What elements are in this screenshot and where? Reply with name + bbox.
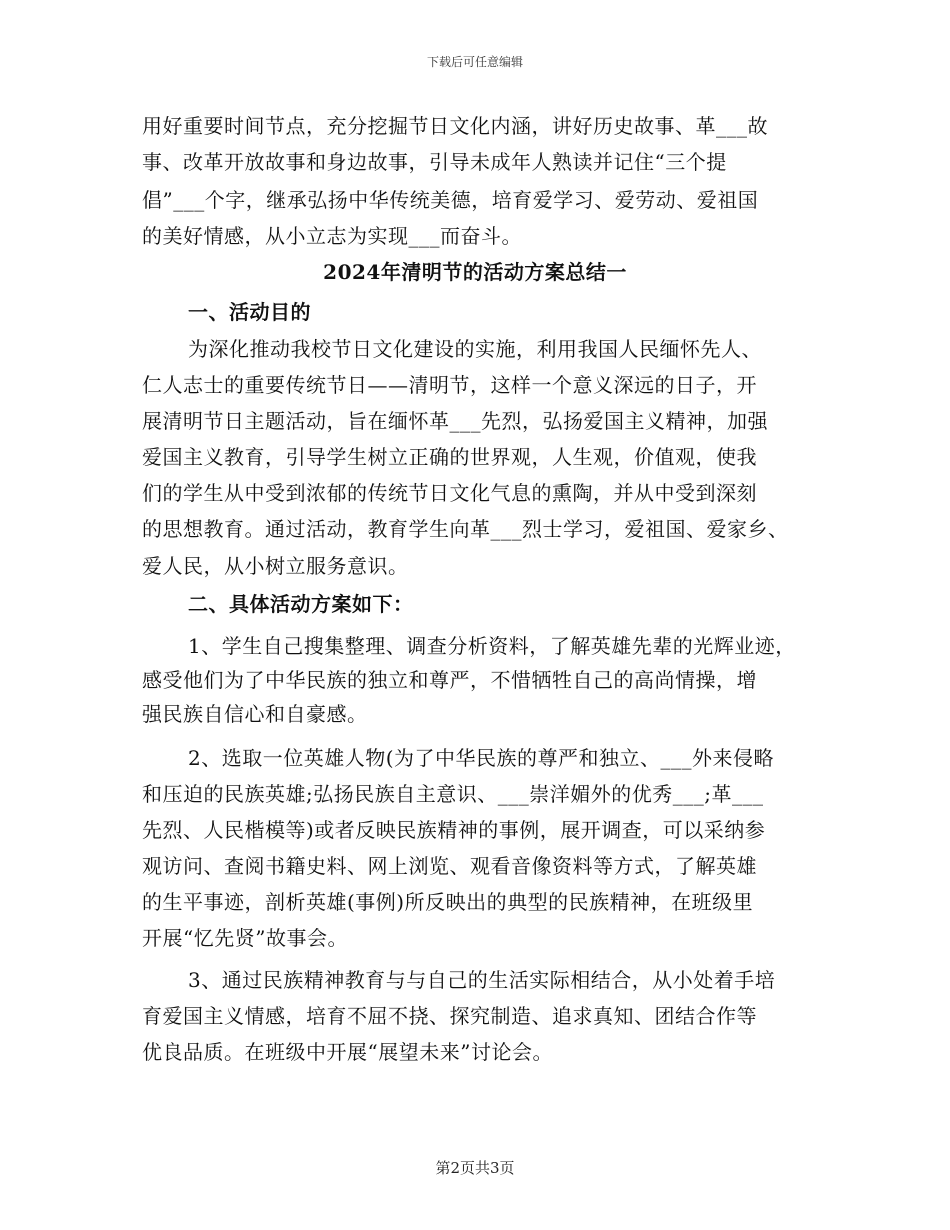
list-item-line: 优良品质。在班级中开展“展望未来”讨论会。 — [142, 1040, 553, 1064]
section-heading-purpose: 一、活动目的 — [188, 300, 311, 324]
list-item-line: 先烈、人民楷模等)或者反映民族精神的事例，展开调查，可以采纳参 — [142, 818, 766, 842]
paragraph-line: 的思想教育。通过活动，教育学生向革___烈士学习，爱祖国、爱家乡、 — [142, 517, 789, 541]
list-item-line: 2、选取一位英雄人物(为了中华民族的尊严和独立、___外来侵略 — [188, 746, 775, 770]
list-item-line: 3、通过民族精神教育与与自己的生活实际相结合，从小处着手培 — [188, 968, 776, 992]
list-item-line: 的生平事迹，剖析英雄(事例)所反映出的典型的民族精神，在班级里 — [142, 890, 754, 914]
document-title: 2024年清明节的活动方案总结一 — [323, 260, 627, 284]
paragraph-line: 为深化推动我校节日文化建设的实施，利用我国人民缅怀先人、 — [188, 337, 762, 361]
intro-line: 倡”___个字，继承弘扬中华传统美德，培育爱学习、爱劳动、爱祖国 — [142, 188, 759, 212]
list-item-line: 强民族自信心和自豪感。 — [142, 702, 368, 726]
intro-line: 事、改革开放故事和身边故事，引导未成年人熟读并记住“三个提 — [142, 150, 727, 174]
header-note: 下载后可任意编辑 — [426, 55, 523, 69]
list-item-line: 和压迫的民族英雄;弘扬民族自主意识、___崇洋媚外的优秀___;革___ — [142, 782, 764, 806]
paragraph-line: 爱国主义教育，引导学生树立正确的世界观，人生观，价值观，使我 — [142, 445, 757, 469]
paragraph-line: 爱人民，从小树立服务意识。 — [142, 554, 409, 578]
intro-line: 用好重要时间节点，充分挖掘节日文化内涵，讲好历史故事、革___故 — [142, 114, 768, 138]
list-item-line: 育爱国主义情感，培育不屈不挠、探究制造、追求真知、团结合作等 — [142, 1004, 757, 1028]
intro-line: 的美好情感，从小立志为实现___而奋斗。 — [142, 224, 522, 248]
list-item-line: 开展“忆先贤”故事会。 — [142, 926, 348, 950]
paragraph-line: 展清明节日主题活动，旨在缅怀革___先烈，弘扬爱国主义精神，加强 — [142, 409, 768, 433]
list-item-line: 感受他们为了中华民族的独立和尊严，不惜牺牲自己的高尚情操，增 — [142, 668, 757, 692]
list-item-line: 1、学生自己搜集整理、调查分析资料，了解英雄先辈的光辉业迹， — [188, 634, 796, 658]
section-heading-plan: 二、具体活动方案如下： — [188, 592, 414, 616]
page-number: 第2页共3页 — [435, 1159, 515, 1177]
list-item-line: 观访问、查阅书籍史料、网上浏览、观看音像资料等方式，了解英雄 — [142, 854, 757, 878]
paragraph-line: 们的学生从中受到浓郁的传统节日文化气息的熏陶，并从中受到深刻 — [142, 481, 757, 505]
paragraph-line: 仁人志士的重要传统节日——清明节，这样一个意义深远的日子，开 — [142, 373, 757, 397]
